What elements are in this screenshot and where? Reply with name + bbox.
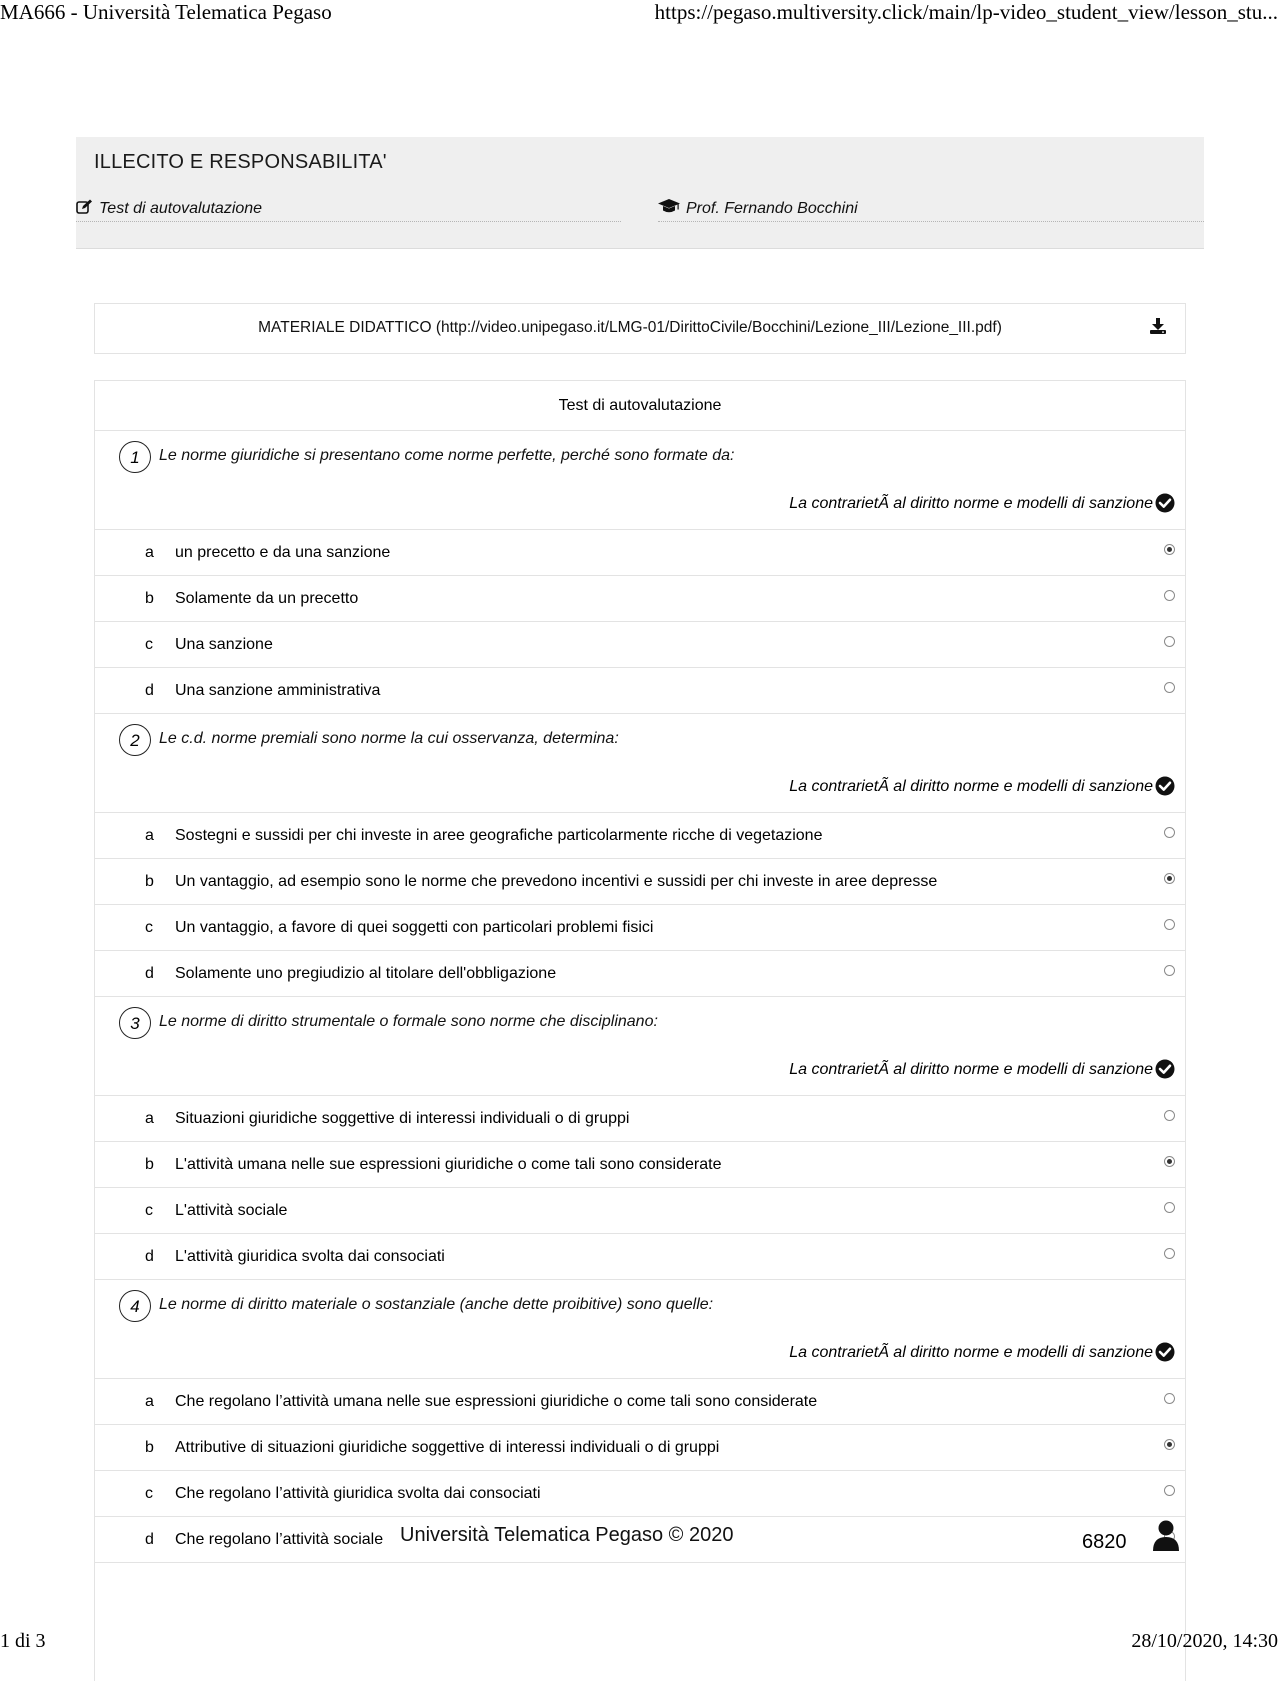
question-4 bbox=[95, 1280, 1185, 1563]
answer-text: Attributive di situazioni giuridiche soggettive di interessi individuali o di gruppi bbox=[175, 1439, 720, 1456]
print-datetime: 28/10/2020, 14:30 bbox=[1131, 1630, 1278, 1652]
answer-text: L'attività giuridica svolta dai consociati bbox=[175, 1248, 445, 1265]
answer-letter: b bbox=[145, 590, 154, 607]
answer-radio[interactable] bbox=[1164, 919, 1175, 930]
answer-text: Che regolano l’attività umana nelle sue espressioni giuridiche o come tali sono considerate bbox=[175, 1393, 818, 1410]
answer-letter: c bbox=[145, 1485, 153, 1502]
answer-letter: b bbox=[145, 1439, 154, 1456]
check-circle-icon bbox=[1155, 776, 1175, 801]
answer-letter: c bbox=[145, 636, 153, 653]
answer-option[interactable] bbox=[95, 1188, 1185, 1234]
answer-radio[interactable] bbox=[1164, 1110, 1175, 1121]
question-title bbox=[95, 997, 1185, 1049]
answer-text: Che regolano l’attività sociale bbox=[175, 1531, 384, 1548]
answer-text: Che regolano l’attività giuridica svolta dai consociati bbox=[175, 1485, 541, 1502]
answer-text: un precetto e da una sanzione bbox=[175, 544, 391, 561]
question-text: Le norme di diritto materiale o sostanziale (anche dette proibitive) sono quelle: bbox=[159, 1296, 714, 1313]
answer-radio[interactable] bbox=[1164, 965, 1175, 976]
topic-label: La contrarietÃ al diritto norme e modelli di sanzione bbox=[789, 1344, 1153, 1361]
answer-option[interactable] bbox=[95, 951, 1185, 997]
question-title bbox=[95, 1280, 1185, 1332]
question-topic bbox=[95, 483, 1185, 530]
self-assessment-test bbox=[94, 380, 1186, 1681]
answer-option[interactable] bbox=[95, 1142, 1185, 1188]
answer-text: Sostegni e sussidi per chi investe in aree geografiche particolarmente ricche di vegetazione bbox=[175, 827, 823, 844]
lesson-header bbox=[76, 137, 1204, 249]
download-icon[interactable] bbox=[1149, 317, 1167, 340]
answer-option[interactable] bbox=[95, 1379, 1185, 1425]
answer-radio[interactable] bbox=[1164, 1248, 1175, 1259]
answer-text: Un vantaggio, a favore di quei soggetti con particolari problemi fisici bbox=[175, 919, 654, 936]
answer-text: Una sanzione amministrativa bbox=[175, 682, 381, 699]
topic-label: La contrarietÃ al diritto norme e modelli di sanzione bbox=[789, 778, 1153, 795]
answer-text: Solamente da un precetto bbox=[175, 590, 359, 607]
question-1 bbox=[95, 431, 1185, 714]
user-count: 6820 bbox=[1082, 1531, 1127, 1553]
lesson-title: ILLECITO E RESPONSABILITA' bbox=[94, 151, 387, 173]
question-list bbox=[95, 431, 1185, 1563]
answer-text: Una sanzione bbox=[175, 636, 273, 653]
test-heading: Test di autovalutazione bbox=[95, 381, 1185, 431]
question-2 bbox=[95, 714, 1185, 997]
answer-option[interactable] bbox=[95, 859, 1185, 905]
answer-letter: d bbox=[145, 682, 154, 699]
answer-text: L'attività sociale bbox=[175, 1202, 288, 1219]
question-text: Le norme di diritto strumentale o formale sono norme che disciplinano: bbox=[159, 1013, 658, 1030]
test-link[interactable] bbox=[76, 199, 621, 222]
answer-text: Solamente uno pregiudizio al titolare dell'obbligazione bbox=[175, 965, 557, 982]
answer-text: L'attività umana nelle sue espressioni giuridiche o come tali sono considerate bbox=[175, 1156, 722, 1173]
answer-letter: a bbox=[145, 1393, 154, 1410]
print-page-number: 1 di 3 bbox=[0, 1630, 46, 1652]
test-link-label: Test di autovalutazione bbox=[99, 200, 263, 218]
question-number: 4 bbox=[119, 1290, 151, 1322]
answer-text: Situazioni giuridiche soggettive di interessi individuali o di gruppi bbox=[175, 1110, 630, 1127]
answer-option[interactable] bbox=[95, 1096, 1185, 1142]
answer-radio[interactable] bbox=[1164, 1393, 1175, 1404]
material-download[interactable] bbox=[94, 303, 1186, 354]
answer-option[interactable] bbox=[95, 1471, 1185, 1517]
professor-info bbox=[658, 199, 1204, 222]
answer-radio[interactable] bbox=[1164, 873, 1175, 884]
check-circle-icon bbox=[1155, 493, 1175, 518]
user-icon[interactable] bbox=[1152, 1520, 1180, 1557]
topic-label: La contrarietÃ al diritto norme e modelli di sanzione bbox=[789, 495, 1153, 512]
site-footer-copyright: Università Telematica Pegaso © 2020 bbox=[400, 1524, 734, 1546]
question-topic bbox=[95, 1332, 1185, 1379]
question-text: Le c.d. norme premiali sono norme la cui osservanza, determina: bbox=[159, 730, 619, 747]
edit-icon bbox=[76, 199, 93, 219]
answer-letter: b bbox=[145, 873, 154, 890]
answer-option[interactable] bbox=[95, 905, 1185, 951]
material-link[interactable]: MATERIALE DIDATTICO (http://video.unipegaso.it/LMG-01/DirittoCivile/Bocchini/Lezione_III/Lezione_III.pdf) bbox=[258, 319, 1002, 336]
answer-option[interactable] bbox=[95, 530, 1185, 576]
answer-radio[interactable] bbox=[1164, 590, 1175, 601]
print-url: https://pegaso.multiversity.click/main/lp-video_student_view/lesson_stu... bbox=[654, 0, 1278, 24]
answer-option[interactable] bbox=[95, 813, 1185, 859]
answer-radio[interactable] bbox=[1164, 1202, 1175, 1213]
check-circle-icon bbox=[1155, 1342, 1175, 1367]
answer-radio[interactable] bbox=[1164, 682, 1175, 693]
answer-letter: c bbox=[145, 919, 153, 936]
answer-option[interactable] bbox=[95, 668, 1185, 714]
question-3 bbox=[95, 997, 1185, 1280]
print-footer bbox=[0, 1630, 1280, 1656]
answer-radio[interactable] bbox=[1164, 827, 1175, 838]
answer-letter: a bbox=[145, 1110, 154, 1127]
answer-letter: b bbox=[145, 1156, 154, 1173]
answer-letter: a bbox=[145, 827, 154, 844]
professor-name: Prof. Fernando Bocchini bbox=[686, 200, 858, 218]
print-header bbox=[0, 0, 1280, 26]
answer-option[interactable] bbox=[95, 1425, 1185, 1471]
question-number: 2 bbox=[119, 724, 151, 756]
question-topic bbox=[95, 766, 1185, 813]
question-number: 3 bbox=[119, 1007, 151, 1039]
answer-radio[interactable] bbox=[1164, 636, 1175, 647]
answer-option[interactable] bbox=[95, 576, 1185, 622]
answer-letter: a bbox=[145, 544, 154, 561]
question-text: Le norme giuridiche si presentano come norme perfette, perché sono formate da: bbox=[159, 447, 735, 464]
topic-label: La contrarietÃ al diritto norme e modelli di sanzione bbox=[789, 1061, 1153, 1078]
question-number: 1 bbox=[119, 441, 151, 473]
answer-radio[interactable] bbox=[1164, 1156, 1175, 1167]
question-topic bbox=[95, 1049, 1185, 1096]
answer-option[interactable] bbox=[95, 1234, 1185, 1280]
print-page-title: MA666 - Università Telematica Pegaso bbox=[0, 0, 332, 24]
check-circle-icon bbox=[1155, 1059, 1175, 1084]
answer-letter: d bbox=[145, 1248, 154, 1265]
answer-radio[interactable] bbox=[1164, 1485, 1175, 1496]
answer-letter: c bbox=[145, 1202, 153, 1219]
answer-text: Un vantaggio, ad esempio sono le norme che prevedono incentivi e sussidi per chi investe in aree depresse bbox=[175, 873, 938, 890]
answer-radio[interactable] bbox=[1164, 544, 1175, 555]
answer-radio[interactable] bbox=[1164, 1439, 1175, 1450]
answer-option[interactable] bbox=[95, 622, 1185, 668]
answer-letter: d bbox=[145, 1531, 154, 1548]
question-title bbox=[95, 431, 1185, 483]
answer-letter: d bbox=[145, 965, 154, 982]
graduation-cap-icon bbox=[658, 199, 680, 219]
question-title bbox=[95, 714, 1185, 766]
